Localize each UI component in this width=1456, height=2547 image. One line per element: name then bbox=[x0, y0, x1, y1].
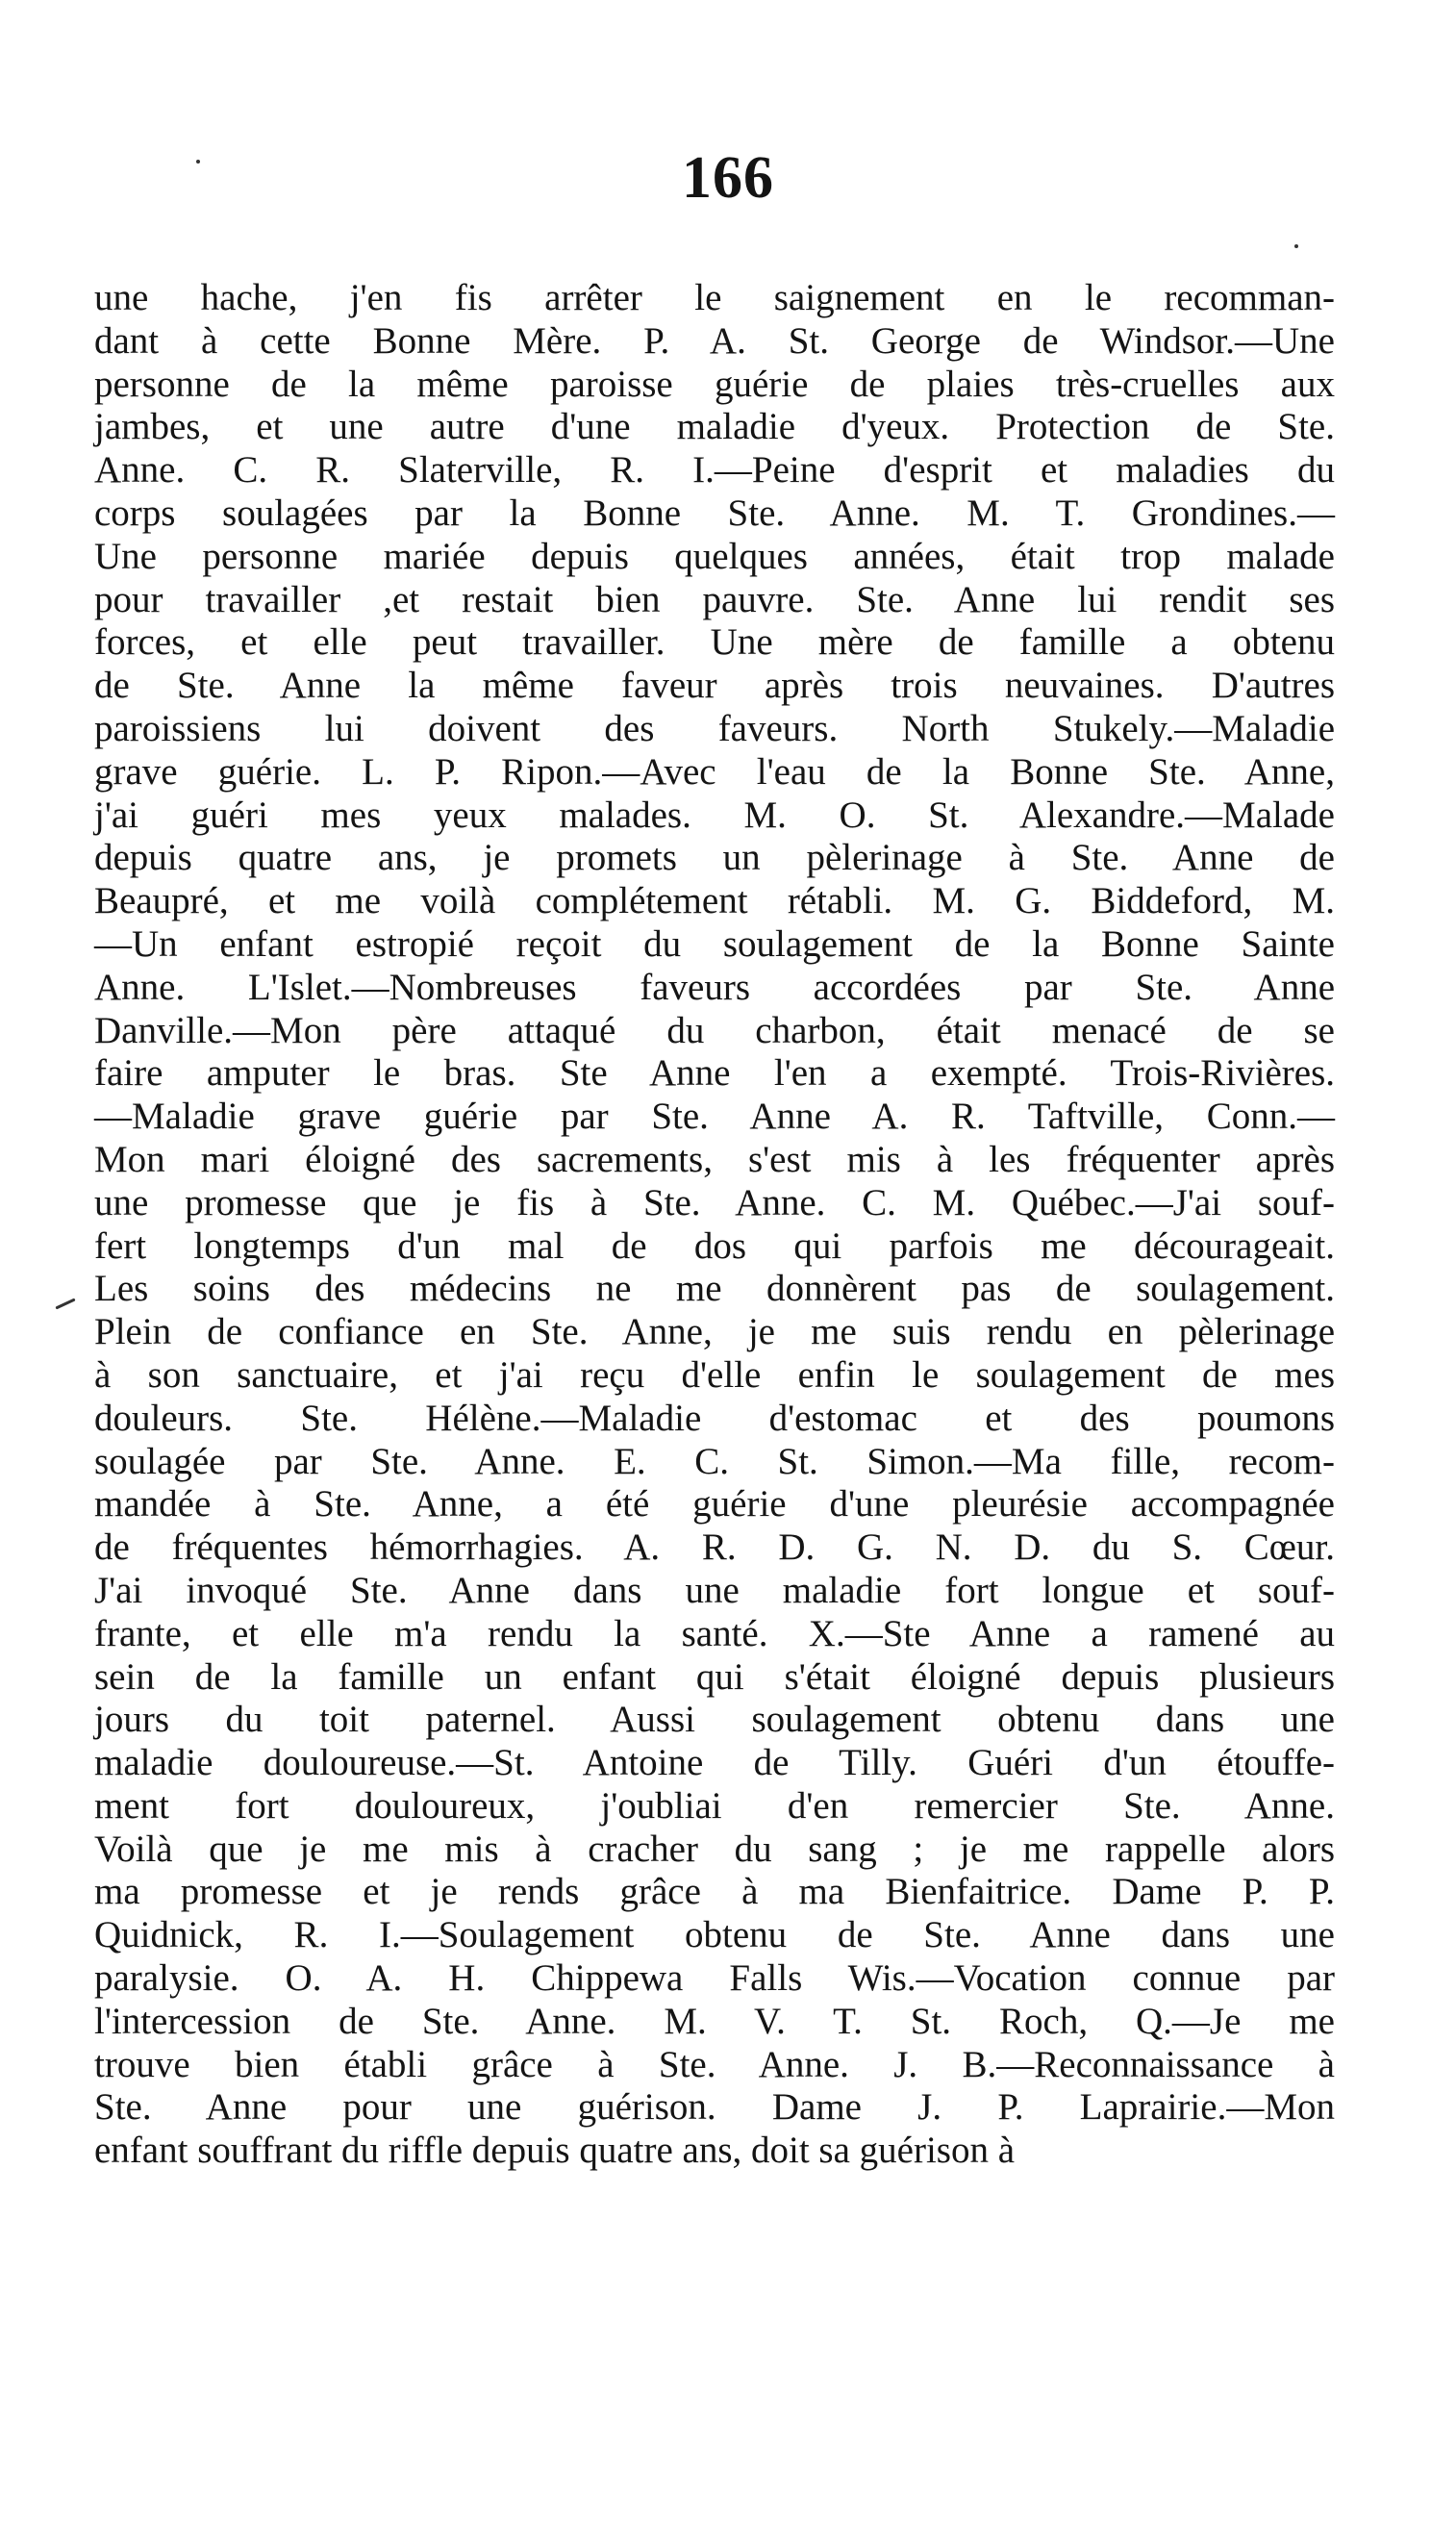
text-line: personne de la même paroisse guérie de plaies très-cruelles aux bbox=[94, 363, 1335, 405]
text-line: Les soins des médecins ne me donnèrent pas de soulagement. bbox=[94, 1268, 1335, 1310]
text-line: douleurs. Ste. Hélène.—Maladie d'estomac et des poumons bbox=[94, 1397, 1335, 1439]
text-line: à son sanctuaire, et j'ai reçu d'elle enfin le soulagement de mes bbox=[94, 1353, 1335, 1396]
text-line: dant à cette Bonne Mère. P. A. St. George de Windsor.—Une bbox=[94, 319, 1335, 362]
text-line: —Un enfant estropié reçoit du soulagement de la Bonne Sainte bbox=[94, 922, 1335, 965]
text-line: corps soulagées par la Bonne Ste. Anne. M. T. Grondines.— bbox=[94, 492, 1335, 534]
text-line: sein de la famille un enfant qui s'était éloigné depuis plusieurs bbox=[94, 1655, 1335, 1698]
text-line: paroissiens lui doivent des faveurs. North Stukely.—Maladie bbox=[94, 707, 1335, 749]
text-line: faire amputer le bras. Ste Anne l'en a exempté. Trois-Rivières. bbox=[94, 1052, 1335, 1095]
print-speck bbox=[55, 1298, 75, 1309]
text-line: Beaupré, et me voilà complétement rétabli. M. G. Biddeford, M. bbox=[94, 880, 1335, 922]
text-line: jours du toit paternel. Aussi soulagement obtenu dans une bbox=[94, 1699, 1335, 1741]
text-line: Anne. L'Islet.—Nombreuses faveurs accordées par Ste. Anne bbox=[94, 966, 1335, 1008]
print-speck bbox=[196, 160, 200, 164]
text-line: Plein de confiance en Ste. Anne, je me suis rendu en pèlerinage bbox=[94, 1311, 1335, 1353]
text-line: trouve bien établi grâce à Ste. Anne. J. B.—Reconnaissance à bbox=[94, 2043, 1335, 2085]
text-line: de fréquentes hémorrhagies. A. R. D. G. N. D. du S. Cœur. bbox=[94, 1526, 1335, 1569]
text-line: Une personne mariée depuis quelques années, était trop malade bbox=[94, 535, 1335, 577]
text-line: depuis quatre ans, je promets un pèlerinage à Ste. Anne de bbox=[94, 837, 1335, 879]
text-line: pour travailler ,et restait bien pauvre. Ste. Anne lui rendit ses bbox=[94, 578, 1335, 620]
text-line: j'ai guéri mes yeux malades. M. O. St. Alexandre.—Malade bbox=[94, 794, 1335, 836]
text-line: mandée à Ste. Anne, a été guérie d'une pleurésie accompagnée bbox=[94, 1483, 1335, 1526]
text-line: forces, et elle peut travailler. Une mère de famille a obtenu bbox=[94, 621, 1335, 664]
text-line: enfant souffrant du riffle depuis quatre ans, doit sa guérison à bbox=[94, 2130, 1016, 2172]
text-line: paralysie. O. A. H. Chippewa Falls Wis.—Vocation connue par bbox=[94, 1957, 1335, 2000]
text-line: Ste. Anne pour une guérison. Dame J. P. Laprairie.—Mon bbox=[94, 2086, 1335, 2129]
body-text bbox=[94, 277, 1335, 2173]
text-line: ma promesse et je rends grâce à ma Bienfaitrice. Dame P. P. bbox=[94, 1871, 1335, 1913]
text-line: J'ai invoqué Ste. Anne dans une maladie fort longue et souf- bbox=[94, 1569, 1335, 1611]
text-line: Quidnick, R. I.—Soulagement obtenu de Ste. Anne dans une bbox=[94, 1914, 1335, 1956]
text-line: soulagée par Ste. Anne. E. C. St. Simon.—Ma fille, recom- bbox=[94, 1440, 1335, 1482]
text-line: l'intercession de Ste. Anne. M. V. T. St. Roch, Q.—Je me bbox=[94, 2000, 1335, 2042]
page-number: 166 bbox=[682, 145, 774, 211]
text-line: une hache, j'en fis arrêter le saignement en le recomman- bbox=[94, 277, 1335, 318]
text-line: une promesse que je fis à Ste. Anne. C. M. Québec.—J'ai souf- bbox=[94, 1181, 1335, 1223]
text-line: grave guérie. L. P. Ripon.—Avec l'eau de la Bonne Ste. Anne, bbox=[94, 750, 1335, 793]
text-line: Voilà que je me mis à cracher du sang ; je me rappelle alors bbox=[94, 1828, 1335, 1870]
text-line: —Maladie grave guérie par Ste. Anne A. R. Taftville, Conn.— bbox=[94, 1096, 1335, 1138]
text-line: jambes, et une autre d'une maladie d'yeux. Protection de Ste. bbox=[94, 406, 1335, 448]
text-line: Mon mari éloigné des sacrements, s'est mis à les fréquenter après bbox=[94, 1138, 1335, 1180]
text-line: ment fort douloureux, j'oubliai d'en remercier Ste. Anne. bbox=[94, 1784, 1335, 1827]
text-line: fert longtemps d'un mal de dos qui parfois me décourageait. bbox=[94, 1224, 1335, 1267]
text-line: Danville.—Mon père attaqué du charbon, était menacé de se bbox=[94, 1009, 1335, 1051]
text-line: frante, et elle m'a rendu la santé. X.—Ste Anne a ramené au bbox=[94, 1612, 1335, 1654]
text-line: de Ste. Anne la même faveur après trois neuvaines. D'autres bbox=[94, 665, 1335, 707]
text-line: maladie douloureuse.—St. Antoine de Tilly. Guéri d'un étouffe- bbox=[94, 1742, 1335, 1784]
text-line: Anne. C. R. Slaterville, R. I.—Peine d'esprit et maladies du bbox=[94, 449, 1335, 492]
print-speck bbox=[1294, 244, 1298, 248]
